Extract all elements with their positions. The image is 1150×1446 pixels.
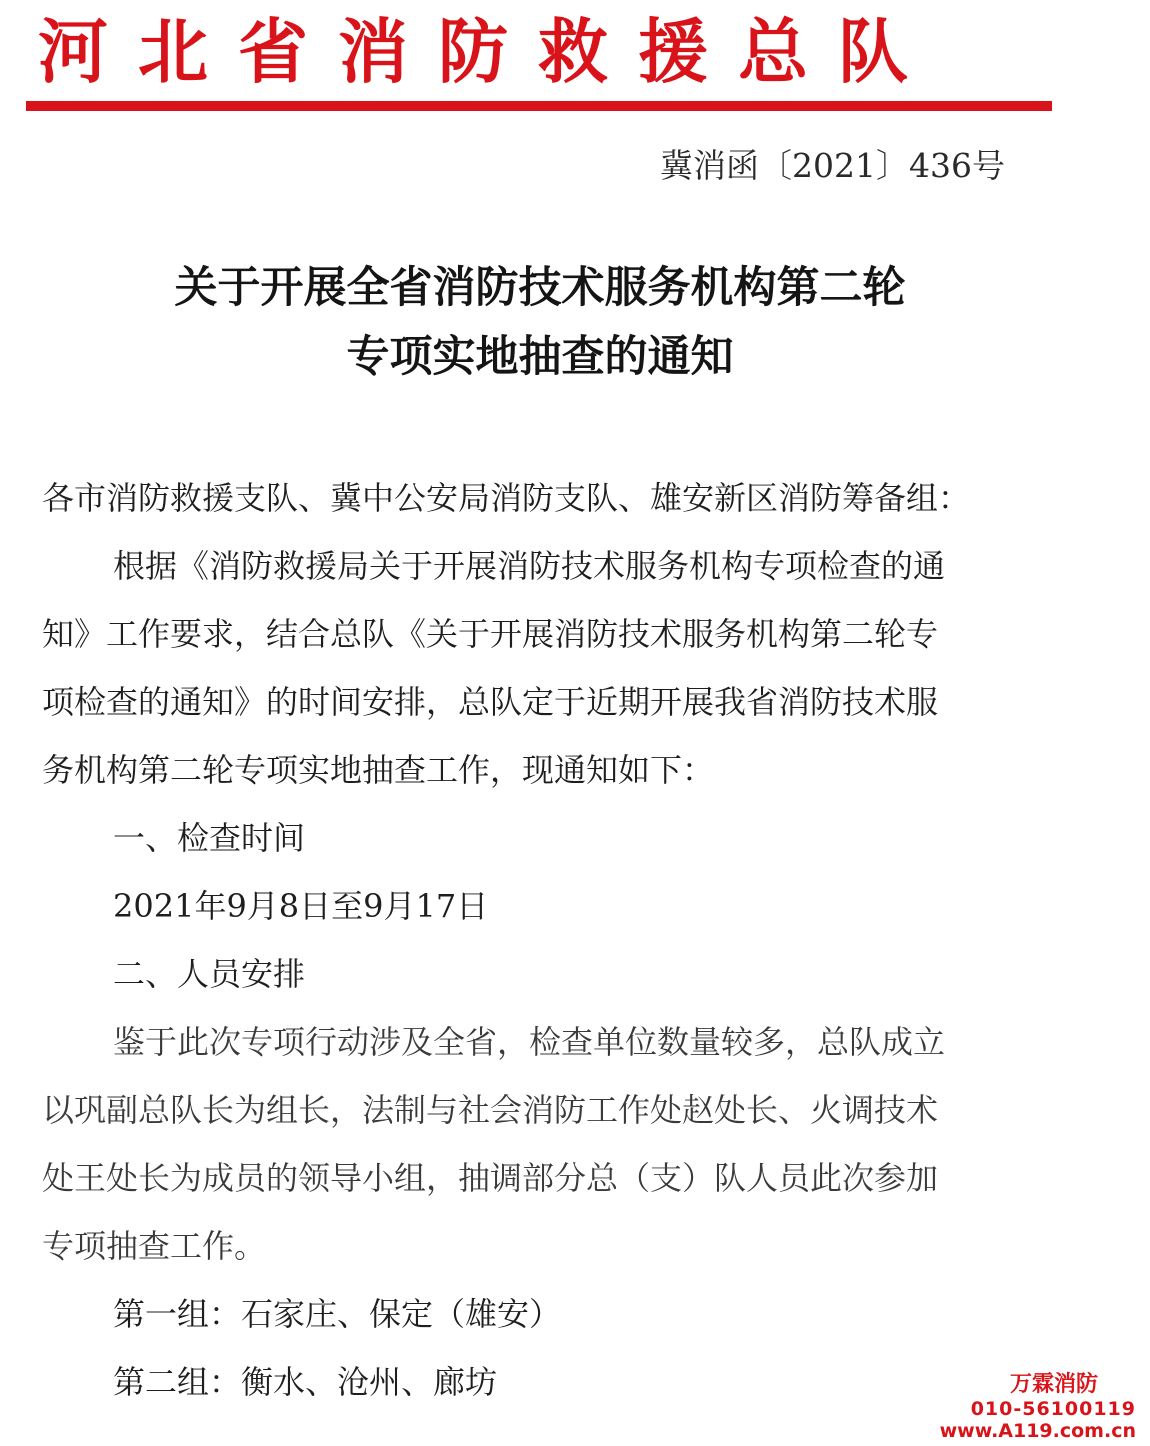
document-title-line-2: 专项实地抽查的通知 [346, 332, 734, 382]
intro-line: 知》工作要求，结合总队《关于开展消防技术服务机构第二轮专 [42, 615, 939, 653]
section2-line: 以巩副总队长为组长，法制与社会消防工作处赵处长、火调技术 [42, 1091, 939, 1129]
watermark-url: www.A119.com.cn [939, 1420, 1136, 1442]
section1-heading: 一、检查时间 [113, 819, 306, 857]
header-red-rule [26, 101, 1052, 111]
org-name-header: 河北省消防救援总队 [38, 11, 938, 93]
intro-line: 项检查的通知》的时间安排，总队定于近期开展我省消防技术服 [42, 683, 939, 721]
section2-line: 专项抽查工作。 [42, 1227, 267, 1265]
document-title-line-1: 关于开展全省消防技术服务机构第二轮 [174, 263, 906, 313]
watermark-phone: 010-56100119 [970, 1398, 1136, 1420]
watermark-brand: 万霖消防 [1009, 1372, 1098, 1397]
section2-heading: 二、人员安排 [113, 955, 306, 993]
group-1: 第一组：石家庄、保定（雄安） [113, 1295, 562, 1333]
addressee: 各市消防救援支队、冀中公安局消防支队、雄安新区消防筹备组： [42, 479, 971, 517]
section1-content: 2021年9月8日至9月17日 [113, 887, 489, 925]
intro-line: 根据《消防救援局关于开展消防技术服务机构专项检查的通 [113, 547, 946, 585]
section2-line: 处王处长为成员的领导小组，抽调部分总（支）队人员此次参加 [42, 1159, 939, 1197]
intro-line: 务机构第二轮专项实地抽查工作，现通知如下： [42, 751, 715, 789]
group-2: 第二组：衡水、沧州、廊坊 [113, 1363, 498, 1401]
document-number: 冀消函〔2021〕436号 [660, 146, 1005, 185]
section2-line: 鉴于此次专项行动涉及全省，检查单位数量较多，总队成立 [113, 1023, 946, 1061]
